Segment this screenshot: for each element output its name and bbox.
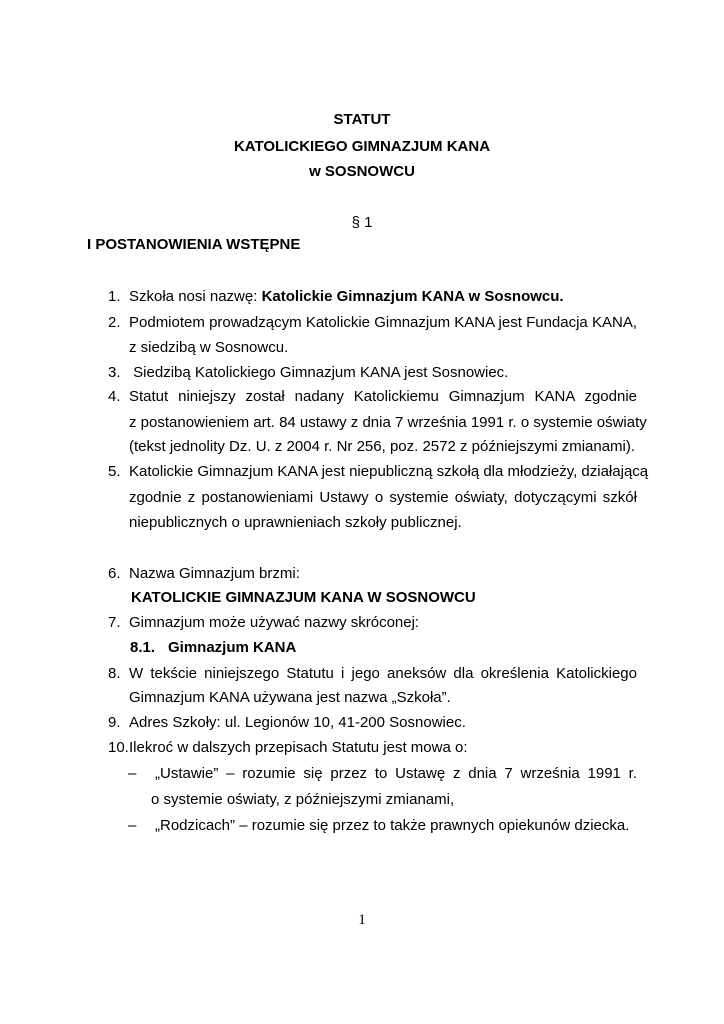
item-number: 7. [108, 614, 121, 631]
item-5-line-2: zgodnie z postanowieniami Ustawy o systemie oświaty, dotyczącymi szkół [129, 489, 637, 506]
item-number: 2. [108, 314, 121, 331]
item-4-line-3: (tekst jednolity Dz. U. z 2004 r. Nr 256, poz. 2572 z późniejszymi zmianami). [129, 438, 636, 455]
document-location: w SOSNOWCU [309, 163, 415, 180]
sub-item-number: 8.1. [130, 639, 156, 656]
item-text: Szkoła nosi nazwę: [129, 288, 262, 305]
page-number: 1 [358, 912, 366, 928]
list-item-1 [129, 288, 564, 305]
definition-1-line-2: o systemie oświaty, z późniejszymi zmianami, [151, 791, 455, 808]
section-heading: I POSTANOWIENIA WSTĘPNE [87, 236, 301, 253]
item-8-line-1: W tekście niniejszego Statutu i jego aneksów dla określenia Katolickiego [129, 665, 637, 682]
definition-1-line-1: „Ustawie” – rozumie się przez to Ustawę z dnia 7 września 1991 r. [155, 765, 637, 782]
item-8-line-2: Gimnazjum KANA używana jest nazwa „Szkoła”. [129, 689, 451, 706]
document-subtitle: KATOLICKIEGO GIMNAZJUM KANA [233, 138, 491, 155]
item-9-text: Adres Szkoły: ul. Legionów 10, 41-200 Sosnowiec. [129, 714, 466, 731]
item-number: 9. [108, 714, 121, 731]
item-7-line-1: Gimnazjum może używać nazwy skróconej: [129, 614, 420, 631]
paragraph-sign: § 1 [351, 214, 373, 231]
item-number: 4. [108, 388, 121, 405]
item-5-line-1: Katolickie Gimnazjum KANA jest niepubliczną szkołą dla młodzieży, działającą [129, 463, 649, 480]
item-2-line-2: z siedzibą w Sosnowcu. [129, 339, 289, 356]
item-number: 1. [108, 288, 121, 305]
dash-bullet: – [128, 817, 137, 834]
item-3-text: Siedzibą Katolickiego Gimnazjum KANA jest Sosnowiec. [129, 364, 509, 381]
item-10-text: Ilekroć w dalszych przepisach Statutu jest mowa o: [129, 739, 468, 756]
item-5-line-3: niepublicznych o uprawnieniach szkoły publicznej. [129, 514, 462, 531]
item-number: 10. [108, 739, 129, 756]
item-number: 3. [108, 364, 121, 381]
short-name: Gimnazjum KANA [168, 639, 297, 656]
item-4-line-1: Statut niniejszy został nadany Katolickiemu Gimnazjum KANA zgodnie [129, 388, 637, 405]
dash-bullet: – [128, 765, 137, 782]
document-title: STATUT [333, 111, 391, 128]
school-name: Katolickie Gimnazjum KANA w Sosnowcu. [261, 288, 564, 305]
item-number: 8. [108, 665, 121, 682]
definition-2-line-1: „Rodzicach” – rozumie się przez to także prawnych opiekunów dziecka. [155, 817, 630, 834]
item-2-line-1: Podmiotem prowadzącym Katolickie Gimnazjum KANA jest Fundacja KANA, [129, 314, 637, 331]
item-4-line-2: z postanowieniem art. 84 ustawy z dnia 7 września 1991 r. o systemie oświaty [129, 414, 647, 431]
item-number: 5. [108, 463, 121, 480]
item-number: 6. [108, 565, 121, 582]
school-full-name: KATOLICKIE GIMNAZJUM KANA W SOSNOWCU [131, 589, 476, 606]
item-6-line-1: Nazwa Gimnazjum brzmi: [129, 565, 300, 582]
